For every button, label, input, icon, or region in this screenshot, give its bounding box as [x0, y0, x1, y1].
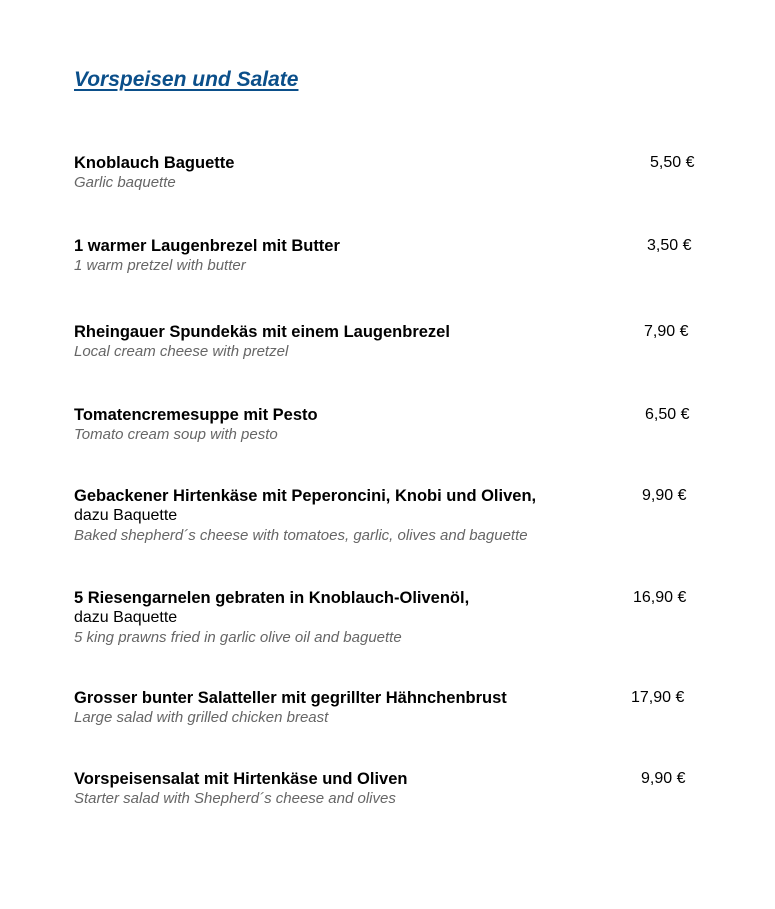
item-name: Tomatencremesuppe mit Pesto: [74, 406, 318, 424]
item-translation: 5 king prawns fried in garlic olive oil and baguette: [74, 629, 402, 646]
menu-item: [74, 486, 704, 546]
item-name: 5 Riesengarnelen gebraten in Knoblauch-Olivenöl,: [74, 589, 470, 607]
item-translation: Garlic baquette: [74, 174, 176, 191]
item-translation: Starter salad with Shepherd´s cheese and olives: [74, 790, 396, 807]
menu-item: [74, 236, 704, 276]
menu-item: [74, 322, 704, 362]
item-price: 16,90 €: [633, 589, 687, 606]
item-name: Vorspeisensalat mit Hirtenkäse und Oliven: [74, 770, 408, 788]
item-extra: dazu Baquette: [74, 609, 178, 626]
item-name: Rheingauer Spundekäs mit einem Laugenbrezel: [74, 323, 450, 341]
item-price: 3,50 €: [647, 237, 692, 254]
item-name: 1 warmer Laugenbrezel mit Butter: [74, 237, 340, 255]
item-name: Grosser bunter Salatteller mit gegrillter Hähnchenbrust: [74, 689, 507, 707]
item-name: Knoblauch Baguette: [74, 154, 235, 172]
menu-item: [74, 688, 704, 728]
item-price: 17,90 €: [631, 689, 685, 706]
menu-item: [74, 153, 704, 193]
item-extra: dazu Baquette: [74, 507, 178, 524]
menu-item: [74, 588, 704, 648]
item-price: 9,90 €: [641, 770, 686, 787]
item-price: 9,90 €: [642, 487, 687, 504]
item-translation: 1 warm pretzel with butter: [74, 257, 246, 274]
item-price: 7,90 €: [644, 323, 689, 340]
item-translation: Baked shepherd´s cheese with tomatoes, garlic, olives and baguette: [74, 527, 528, 544]
item-translation: Tomato cream soup with pesto: [74, 426, 278, 443]
item-name: Gebackener Hirtenkäse mit Peperoncini, Knobi und Oliven,: [74, 487, 537, 505]
item-translation: Local cream cheese with pretzel: [74, 343, 289, 360]
item-translation: Large salad with grilled chicken breast: [74, 709, 329, 726]
section-title: Vorspeisen und Salate: [74, 68, 299, 91]
menu-item: [74, 769, 704, 809]
menu-item: [74, 405, 704, 445]
item-price: 6,50 €: [645, 406, 690, 423]
item-price: 5,50 €: [650, 154, 695, 171]
